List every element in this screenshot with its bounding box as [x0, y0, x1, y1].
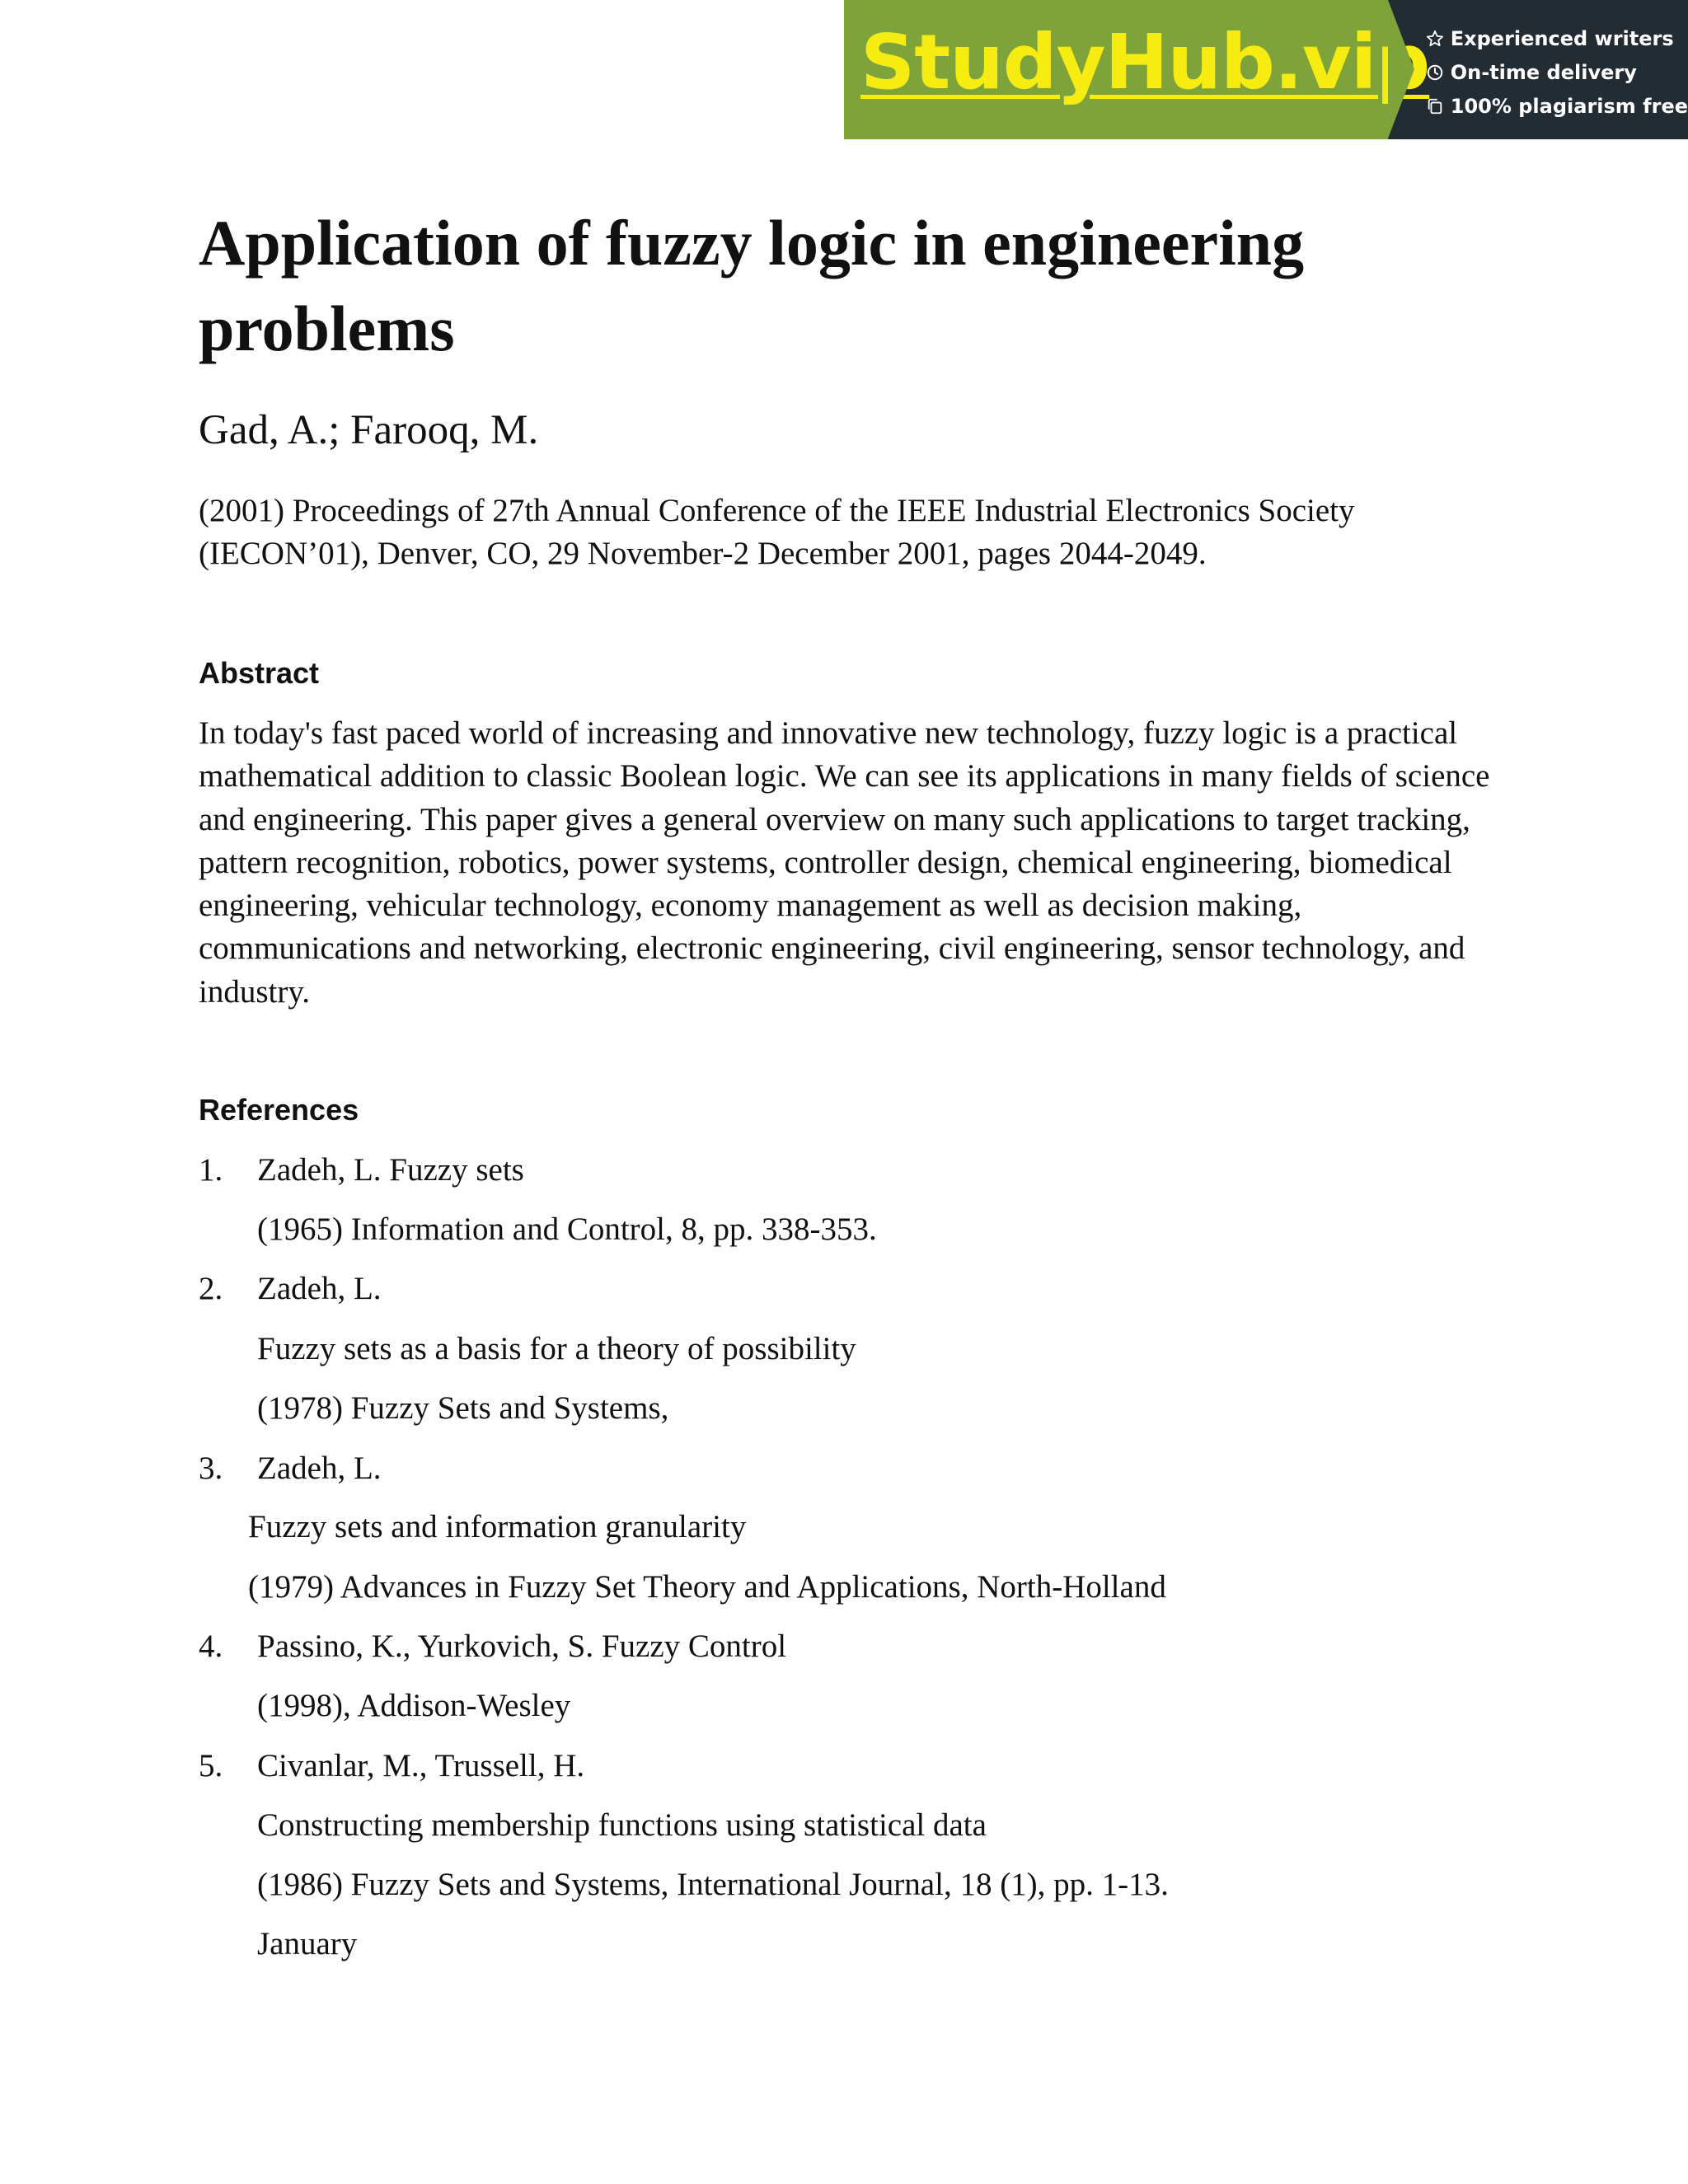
reference-line: (1965) Information and Control, 8, pp. 338-353.: [257, 1212, 877, 1247]
references-heading: References: [199, 1093, 359, 1127]
reference-line: (1986) Fuzzy Sets and Systems, International Journal, 18 (1), pp. 1-13.: [257, 1867, 1169, 1902]
reference-line: Civanlar, M., Trussell, H.: [257, 1748, 585, 1783]
abstract-text: In today's fast paced world of increasing and innovative new technology, fuzzy logic is a practical mathematical addition to classic Boolean logic. We can see its applications in many fields of science and engineering. This paper gives a general overview on many such applications to target tracking, pattern recognition, robotics, power systems, controller design, chemical engineering, biomedical engineering, vehicular technology, economy management as well as decision making, communications and networking, electronic engineering, civil engineering, sensor technology, and industry.: [199, 715, 1490, 1010]
reference-line: Constructing membership functions using statistical data: [257, 1807, 987, 1843]
reference-number: 3.: [199, 1451, 223, 1486]
reference-line: Fuzzy sets and information granularity: [248, 1509, 747, 1544]
paper-authors: Gad, A.; Farooq, M.: [199, 407, 539, 453]
paper-title: Application of fuzzy logic in engineering problems: [199, 207, 1305, 364]
feature-item-plagiarism: [1426, 89, 1688, 123]
banner-brand-panel: [844, 0, 1430, 139]
feature-list: [1403, 0, 1688, 123]
abstract-heading: Abstract: [199, 656, 320, 690]
reference-line: January: [257, 1926, 358, 1961]
feature-label: Experienced writers: [1450, 26, 1674, 50]
reference-line: (1978) Fuzzy Sets and Systems,: [257, 1390, 669, 1426]
reference-line: (1979) Advances in Fuzzy Set Theory and Applications, North-Holland: [248, 1569, 1166, 1605]
reference-number: 2.: [199, 1271, 223, 1306]
reference-line: Fuzzy sets as a basis for a theory of possibility: [257, 1331, 856, 1366]
studyhub-banner[interactable]: [844, 0, 1688, 139]
reference-number: 1.: [199, 1152, 223, 1188]
feature-item-writers: [1426, 21, 1688, 55]
banner-features-panel: [1388, 0, 1688, 139]
reference-line: Passino, K., Yurkovich, S. Fuzzy Control: [257, 1629, 787, 1664]
feature-label: On-time delivery: [1450, 60, 1637, 84]
reference-number: 5.: [199, 1748, 223, 1783]
reference-line: Zadeh, L.: [257, 1271, 382, 1306]
banner-arrow-shape: [1388, 0, 1414, 138]
reference-line: (1998), Addison-Wesley: [257, 1688, 571, 1723]
feature-label: 100% plagiarism free: [1450, 94, 1688, 118]
reference-line: Zadeh, L. Fuzzy sets: [257, 1152, 524, 1188]
paper-citation: (2001) Proceedings of 27th Annual Conference of the IEEE Industrial Electronics Society (IECON’01), Denver, CO, 29 November-2 December 2001, pages 2044-2049.: [199, 493, 1355, 571]
reference-number: 4.: [199, 1629, 223, 1664]
reference-line: Zadeh, L.: [257, 1451, 382, 1486]
feature-item-delivery: [1426, 55, 1688, 89]
brand-logo[interactable]: StudyHub.vip: [860, 18, 1430, 106]
